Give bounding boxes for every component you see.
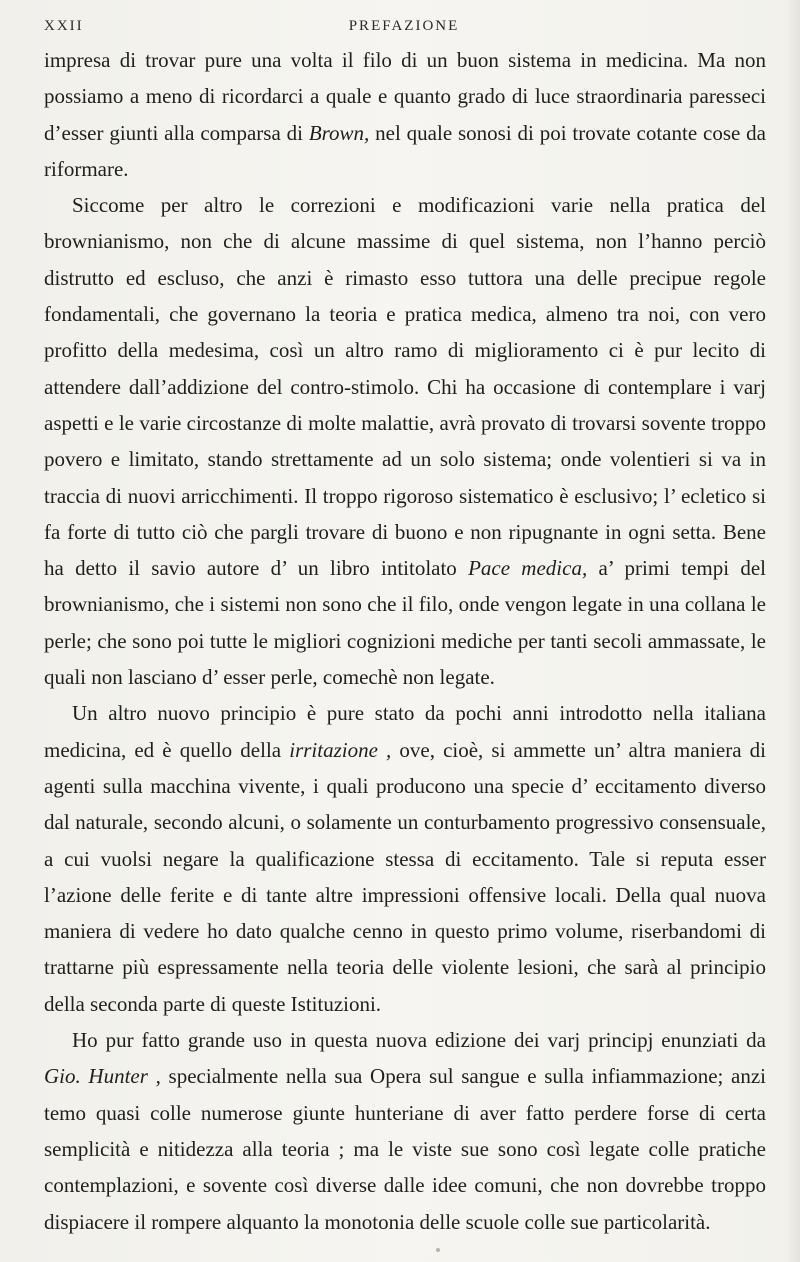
body-text bbox=[44, 42, 766, 1240]
ink-speck bbox=[436, 1248, 440, 1252]
paragraph-3-text-end: ove, cioè, si ammette un’ altra maniera di agenti sulla macchina vivente, i quali producono una specie d’ eccitamento diverso dal naturale, secondo alcuni, o solamente un conturbamento progressivo consensuale, a cui vuolsi negare la qualificazione stessa di eccitamento. Tale si reputa esser l’azione delle ferite e di tante altre impressioni offensive locali. Della qual nuova maniera di vedere ho dato qualche cenno in questo primo volume, riserbandomi di trattarne più espressamente nella teoria delle violente lesioni, che sarà al principio della seconda parte di queste Istituzioni. bbox=[44, 737, 766, 1016]
paragraph-3-text: Un altro nuovo principio è pure stato da pochi anni introdotto nella italiana medicina, ed è quello della bbox=[44, 701, 766, 762]
paragraph-1-text: impresa di trovar pure una volta il filo di un buon sistema in medicina. Ma non possiamo a meno di ricordarci a quale e quanto grado di luce straordinaria paresseci d’esser giunti alla comparsa di bbox=[44, 48, 766, 145]
paragraph-4-text: Ho pur fatto grande uso in questa nuova edizione dei varj principj enunziati da bbox=[72, 1028, 766, 1053]
paragraph-1-text-end: nel quale sonosi di poi trovate cotante cose da riformare. bbox=[44, 120, 766, 181]
italic-gio-hunter: Gio. Hunter , bbox=[44, 1064, 161, 1089]
paragraph-2-text-end: a’ primi tempi del brownianismo, che i sistemi non sono che il filo, onde vengon legate in una collana le perle; che sono poi tutte le migliori cognizioni mediche per tanti secoli ammassate, le quali non lasciano d’ esser perle, comechè non legate. bbox=[44, 556, 766, 690]
page-number: XXII bbox=[44, 18, 84, 34]
italic-brown: Brown, bbox=[308, 120, 370, 145]
paragraph-1 bbox=[44, 42, 766, 187]
page-header bbox=[44, 18, 764, 40]
paragraph-2-text: Siccome per altro le correzioni e modificazioni varie nella pratica del brownianismo, non che di alcune massime di quel sistema, non l’hanno perciò distrutto ed escluso, che anzi è rimasto esso tuttora una delle precipue regole fondamentali, che governano la teoria e pratica medica, almeno tra noi, con vero profitto della medesima, così un altro ramo di miglioramento ci è pur lecito di attendere dall’addizione del contro-stimolo. Chi ha occasione di contemplare i varj aspetti e le varie circostanze di molte malattie, avrà provato di trovarsi sovente troppo povero e limitato, stando strettamente ad un solo sistema; onde volentieri si va in traccia di nuovi arricchimenti. Il troppo rigoroso sistematico è esclusivo; l’ ecletico si fa forte di tutto ciò che pargli trovare di buono e non ripugnante in ogni setta. Bene ha detto il savio autore d’ un libro intitolato bbox=[44, 193, 766, 581]
running-title: PREFAZIONE bbox=[348, 18, 460, 34]
paragraph-2 bbox=[44, 187, 766, 695]
paragraph-4-text-end: specialmente nella sua Opera sul sangue e sulla infiammazione; anzi temo quasi colle numerose giunte hunteriane di aver fatto perdere forse di certa semplicità e nitidezza alla teoria ; ma le viste sue sono così legate colle pratiche contemplazioni, e sovente così diverse dalle idee comuni, che non dovrebbe troppo dispiacere il rompere alquanto la monotonia delle scuole colle sue particolarità. bbox=[44, 1064, 767, 1234]
page-edge-shadow bbox=[786, 0, 800, 1262]
paragraph-4 bbox=[44, 1022, 766, 1240]
paragraph-3 bbox=[44, 695, 766, 1022]
italic-pace-medica: Pace medica, bbox=[468, 556, 588, 581]
italic-irritazione: irritazione , bbox=[289, 737, 392, 762]
